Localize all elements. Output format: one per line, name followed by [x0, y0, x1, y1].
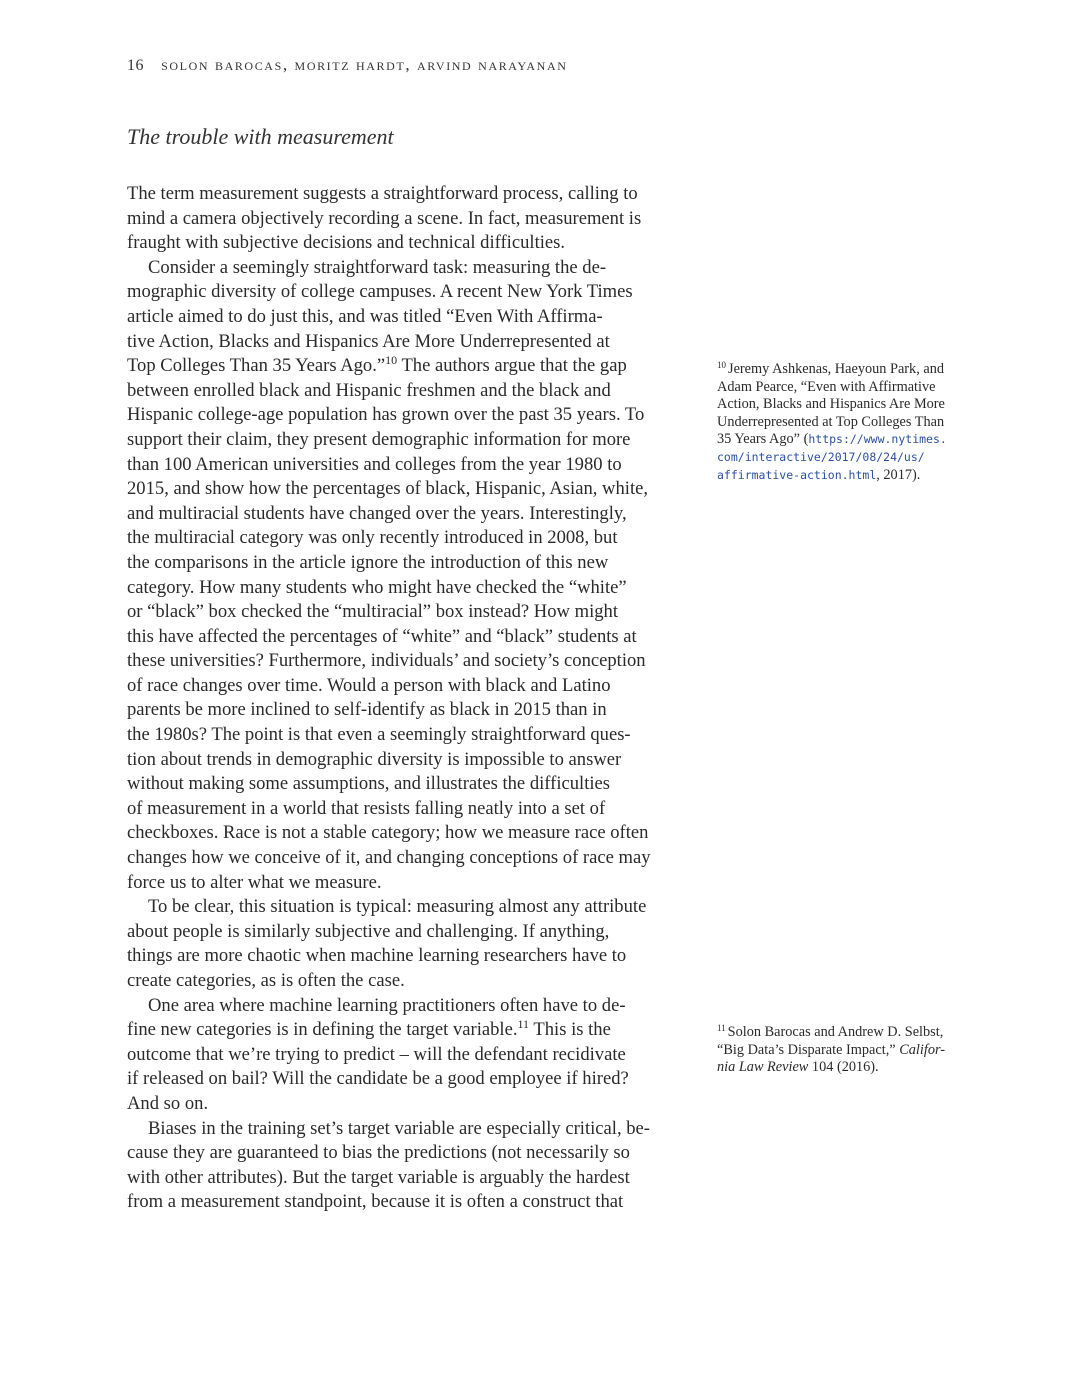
sidenote-text: , 2017).	[876, 466, 921, 483]
journal-title: Califor-	[899, 1041, 946, 1058]
text-line: than 100 American universities and colleges from the year 1980 to	[127, 453, 622, 475]
body-text	[127, 182, 687, 1215]
sidenote-11	[717, 1024, 989, 1077]
journal-title: nia Law Review	[717, 1059, 809, 1076]
sidenote-text: Solon Barocas and Andrew D. Selbst,	[727, 1024, 944, 1040]
text-line: tive Action, Blacks and Hispanics Are More Underrepresented at	[127, 330, 610, 352]
text-line: with other attributes). But the target variable is arguably the hardest	[127, 1166, 630, 1188]
sidenote-text: Jeremy Ashkenas, Haeyoun Park, and	[728, 361, 944, 377]
sidenote-marker: 11	[717, 1023, 726, 1033]
sidenote-line	[717, 431, 989, 449]
section-title: The trouble with measurement	[127, 124, 394, 149]
text-line: category. How many students who might have checked the “white”	[127, 576, 627, 598]
sidenote-line: Adam Pearce, “Even with Affirmative	[717, 378, 936, 395]
text-line: the 1980s? The point is that even a seemingly straightforward ques-	[127, 724, 631, 746]
text-line: these universities? Furthermore, individuals’ and society’s conception	[127, 650, 646, 672]
sidenote-line	[717, 467, 989, 485]
sidenote-line: Action, Blacks and Hispanics Are More	[717, 396, 945, 413]
text-line: Biases in the training set’s target variable are especially critical, be-	[148, 1117, 651, 1139]
page-number: 16	[127, 57, 144, 74]
text-line: The term measurement suggests a straightforward process, calling to	[127, 183, 638, 204]
text-line: this have affected the percentages of “white” and “black” students at	[127, 625, 637, 647]
sidenote-line: Underrepresented at Top Colleges Than	[717, 413, 945, 430]
text-line: between enrolled black and Hispanic freshmen and the black and	[127, 379, 611, 401]
text-line: fraught with subjective decisions and technical difficulties.	[127, 232, 566, 254]
text-line: force us to alter what we measure.	[127, 871, 382, 893]
text-line: mind a camera objectively recording a scene. In fact, measurement is	[127, 207, 642, 229]
text-segment: The authors argue that the gap	[397, 355, 627, 377]
text-line: outcome that we’re trying to predict – will the defendant recidivate	[127, 1043, 626, 1065]
text-line: article aimed to do just this, and was titled “Even With Affirma-	[127, 305, 603, 327]
text-line: changes how we conceive of it, and changing conceptions of race may	[127, 847, 651, 869]
sidenote-10	[717, 361, 989, 484]
text-line: And so on.	[127, 1092, 209, 1114]
text-line: Hispanic college-age population has grown over the past 35 years. To	[127, 404, 645, 426]
text-line: One area where machine learning practitioners often have to de-	[148, 994, 626, 1016]
sidenote-line	[717, 361, 989, 379]
sidenote-text: 104 (2016).	[808, 1059, 879, 1076]
text-line: Consider a seemingly straightforward task: measuring the de-	[148, 256, 607, 278]
text-line: if released on bail? Will the candidate be a good employee if hired?	[127, 1068, 629, 1090]
text-line: tion about trends in demographic diversity is impossible to answer	[127, 748, 622, 770]
text-line: parents be more inclined to self-identify as black in 2015 than in	[127, 699, 607, 721]
text-segment: This is the	[529, 1019, 611, 1041]
sidenote-text: “Big Data’s Disparate Impact,”	[717, 1041, 900, 1058]
text-line: checkboxes. Race is not a stable category; how we measure race often	[127, 822, 649, 844]
footnote-ref-11[interactable]: 11	[517, 1017, 530, 1032]
text-line: from a measurement standpoint, because it is often a construct that	[127, 1191, 624, 1213]
running-header	[127, 55, 567, 75]
text-line: of measurement in a world that resists falling neatly into a set of	[127, 797, 606, 819]
sidenote-line	[717, 1042, 989, 1060]
sidenote-marker: 10	[717, 360, 726, 370]
text-line: things are more chaotic when machine learning researchers have to	[127, 945, 627, 967]
text-line: of race changes over time. Would a person with black and Latino	[127, 674, 611, 696]
text-line: the multiracial category was only recently introduced in 2008, but	[127, 527, 618, 549]
text-line: cause they are guaranteed to bias the predictions (not necessarily so	[127, 1142, 630, 1164]
text-line: the comparisons in the article ignore the introduction of this new	[127, 551, 609, 573]
text-line: without making some assumptions, and illustrates the difficulties	[127, 773, 611, 795]
footnote-ref-10[interactable]: 10	[385, 353, 398, 368]
text-line: about people is similarly subjective and challenging. If anything,	[127, 920, 610, 942]
text-line: and multiracial students have changed over the years. Interestingly,	[127, 502, 627, 524]
text-segment: Top Colleges Than 35 Years Ago.”	[127, 355, 386, 377]
citation-url-link[interactable]: affirmative-action.html	[717, 467, 877, 482]
sidenote-text: 35 Years Ago” (	[717, 431, 809, 448]
text-line: To be clear, this situation is typical: measuring almost any attribute	[148, 896, 647, 918]
citation-url-link[interactable]: com/interactive/2017/08/24/us/	[717, 449, 925, 464]
text-line: support their claim, they present demographic information for more	[127, 428, 631, 450]
author-names: solon barocas, moritz hardt, arvind narayanan	[161, 55, 568, 74]
text-line: or “black” box checked the “multiracial” box instead? How might	[127, 601, 619, 623]
sidenote-line	[717, 1024, 989, 1042]
citation-url-link[interactable]: https://www.nytimes.	[808, 432, 947, 447]
text-line	[127, 1018, 687, 1043]
text-line: 2015, and show how the percentages of black, Hispanic, Asian, white,	[127, 478, 649, 500]
text-segment: fine new categories is in defining the target variable.	[127, 1019, 518, 1041]
sidenote-line	[717, 1059, 989, 1077]
text-line	[127, 354, 687, 379]
text-line: mographic diversity of college campuses. A recent New York Times	[127, 281, 633, 303]
text-line: create categories, as is often the case.	[127, 970, 405, 991]
